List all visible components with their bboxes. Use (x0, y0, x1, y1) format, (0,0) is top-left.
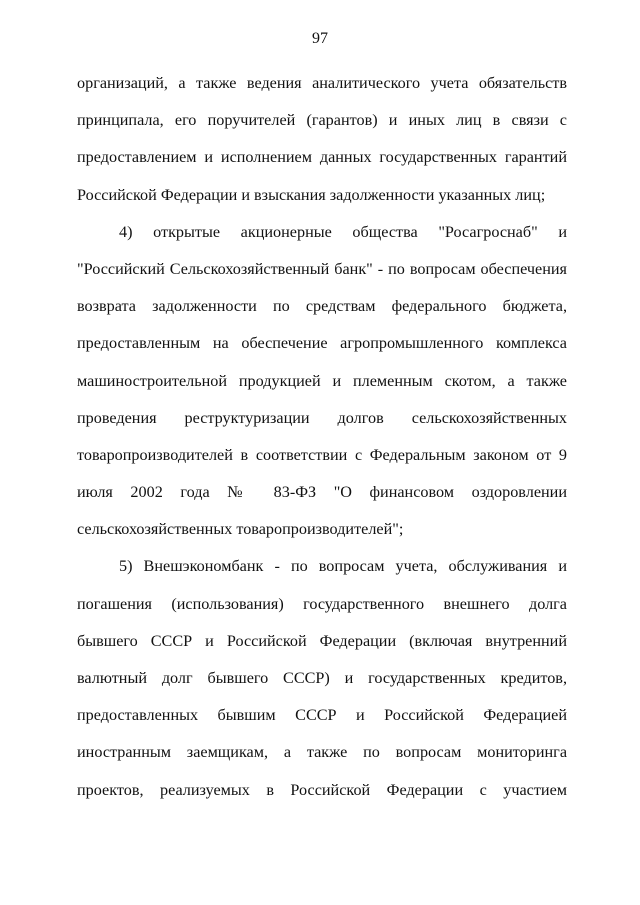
text-line: проектов, реализуемых в Российской Федерации с участием (77, 780, 567, 799)
text-line: валютный долг бывшего СССР) и государственных кредитов, (77, 669, 567, 687)
text-line: машиностроительной продукцией и племенным скотом, а также (77, 371, 567, 390)
text-line: иностранным заемщикам, а также по вопросам мониторинга (77, 743, 567, 762)
text-line: "Российский Сельскохозяйственный банк" - по вопросам обеспечения (77, 259, 567, 278)
text-line: предоставленных бывшим СССР и Российской Федерацией (77, 706, 567, 725)
text-line: товаропроизводителей в соответствии с Федеральным законом от 9 (77, 445, 567, 464)
text-line: июля 2002 года № 83-ФЗ "О финансовом оздоровлении (77, 483, 567, 502)
text-line: организаций, а также ведения аналитического учета обязательств (77, 74, 567, 92)
text-line: предоставлением и исполнением данных государственных гарантий (77, 148, 567, 167)
paragraph-5-first-line: 5) Внешэкономбанк - по вопросам учета, обслуживания и (119, 557, 567, 576)
paragraph-4-first-line: 4) открытые акционерные общества "Росагроснаб" и (119, 222, 567, 241)
text-line: погашения (использования) государственного внешнего долга (77, 594, 567, 613)
text-line: проведения реструктуризации долгов сельскохозяйственных (77, 408, 567, 427)
text-line: принципала, его поручителей (гарантов) и иных лиц в связи с (77, 111, 567, 130)
text-line: бывшего СССР и Российской Федерации (включая внутренний (77, 631, 567, 650)
text-line: возврата задолженности по средствам федерального бюджета, (77, 297, 567, 316)
document-body (77, 65, 567, 809)
page-number: 97 (312, 30, 328, 47)
text-line: предоставленным на обеспечение агропромышленного комплекса (77, 334, 567, 353)
text-line: Российской Федерации и взыскания задолженности указанных лиц; (77, 185, 546, 204)
text-line: сельскохозяйственных товаропроизводителей"; (77, 520, 404, 539)
